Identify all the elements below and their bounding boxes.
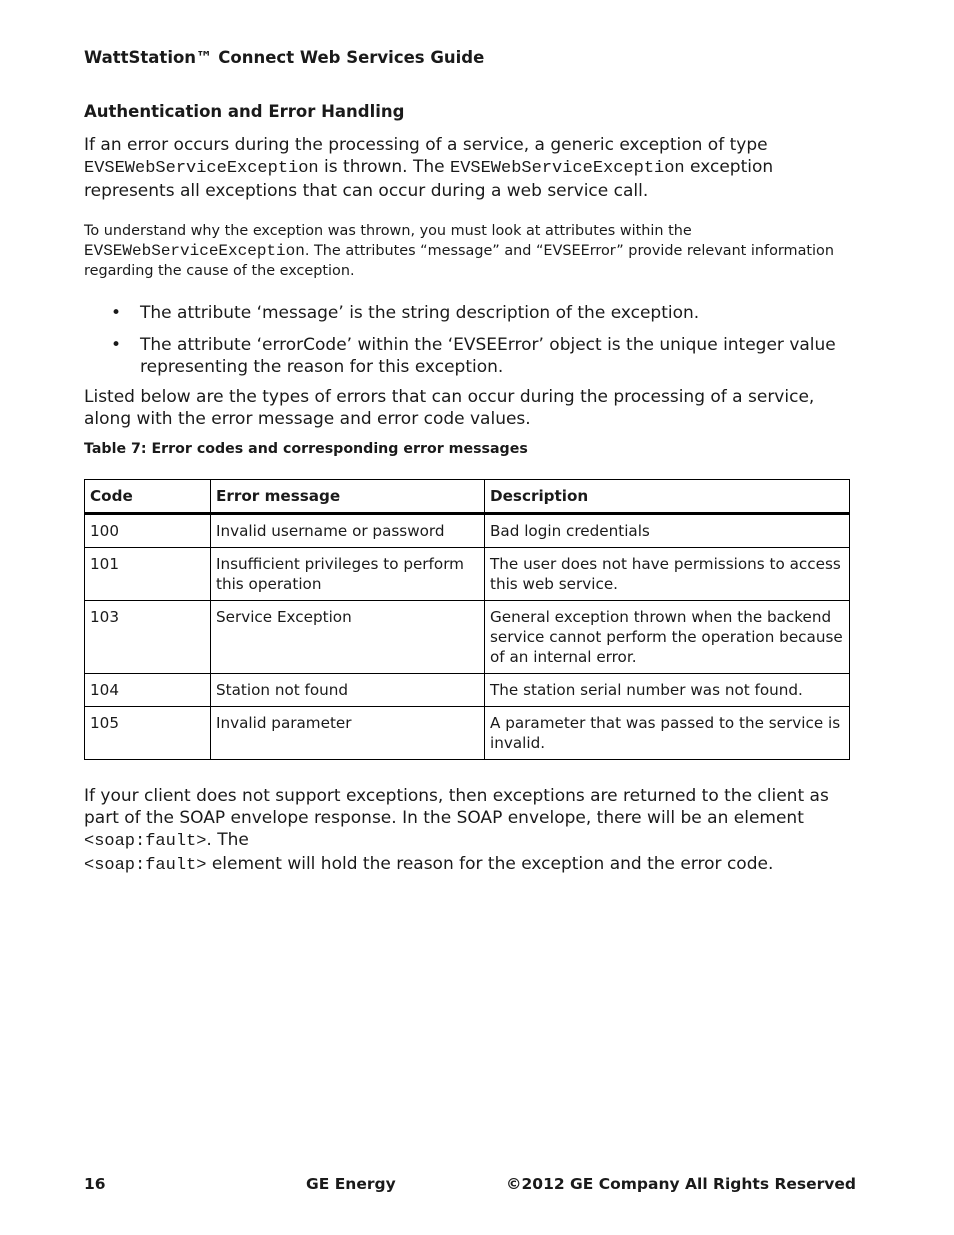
list-item	[84, 302, 844, 324]
document-title: WattStation™ Connect Web Services Guide	[84, 48, 485, 67]
p1-code-2: EVSEWebServiceException	[450, 159, 685, 178]
cell-error-message: Station not found	[211, 674, 485, 707]
p4-text-b: . The	[206, 830, 249, 850]
cell-code: 105	[85, 707, 211, 760]
error-codes-table	[84, 479, 850, 760]
bullet-icon: •	[111, 335, 122, 355]
cell-error-message: Service Exception	[211, 601, 485, 674]
table-row	[85, 674, 850, 707]
page-number: 16	[84, 1175, 106, 1193]
cell-code: 104	[85, 674, 211, 707]
column-header-code: Code	[85, 480, 211, 514]
paragraph-exception-intro	[84, 134, 854, 202]
p1-text-b: is thrown. The	[318, 157, 450, 177]
p4-text-a: If your client does not support exceptions, then exceptions are returned to the client as part of the SOAP envelope response. In the SOAP envelope, there will be an element	[84, 786, 829, 828]
table-row	[85, 548, 850, 601]
table-row	[85, 601, 850, 674]
cell-description: A parameter that was passed to the service is invalid.	[485, 707, 850, 760]
cell-description: General exception thrown when the backend service cannot perform the operation because of an internal error.	[485, 601, 850, 674]
column-header-description: Description	[485, 480, 850, 514]
cell-code: 100	[85, 514, 211, 548]
p2-text-b: . The attributes “message” and “EVSEError” provide relevant information regarding the cause of the exception.	[84, 243, 834, 279]
paragraph-exception-attributes	[84, 221, 869, 281]
cell-code: 103	[85, 601, 211, 674]
p4-code-1: <soap:fault>	[84, 832, 207, 851]
list-item	[84, 334, 844, 378]
cell-description: Bad login credentials	[485, 514, 850, 548]
cell-error-message: Insufficient privileges to perform this operation	[211, 548, 485, 601]
cell-description: The station serial number was not found.	[485, 674, 850, 707]
list-item-text: The attribute ‘message’ is the string description of the exception.	[140, 303, 700, 323]
column-header-error-message: Error message	[211, 480, 485, 514]
p2-code: EVSEWebServiceException	[84, 242, 305, 260]
p4-code-2: <soap:fault>	[84, 856, 207, 875]
bullet-icon: •	[111, 303, 122, 323]
p1-text-c: exception represents all exceptions that can occur during a web service call.	[84, 157, 774, 201]
paragraph-soap-fault	[84, 785, 864, 877]
cell-error-message: Invalid parameter	[211, 707, 485, 760]
cell-error-message: Invalid username or password	[211, 514, 485, 548]
p4-text-c: element will hold the reason for the exception and the error code.	[206, 854, 774, 874]
page-footer	[84, 1175, 856, 1197]
attribute-bullet-list	[84, 302, 844, 388]
p1-code-1: EVSEWebServiceException	[84, 159, 319, 178]
table-caption: Table 7: Error codes and corresponding error messages	[84, 441, 528, 457]
cell-code: 101	[85, 548, 211, 601]
cell-description: The user does not have permissions to access this web service.	[485, 548, 850, 601]
list-item-text: The attribute ‘errorCode’ within the ‘EVSEError’ object is the unique integer value representing the reason for this exception.	[140, 335, 836, 377]
p1-text-a: If an error occurs during the processing of a service, a generic exception of type	[84, 135, 768, 155]
section-heading: Authentication and Error Handling	[84, 102, 405, 121]
footer-company: GE Energy	[306, 1175, 396, 1193]
table-row	[85, 707, 850, 760]
table-header-row	[85, 480, 850, 514]
paragraph-error-types: Listed below are the types of errors that can occur during the processing of a service, along with the error message and error code values.	[84, 387, 815, 429]
p2-text-a: To understand why the exception was thrown, you must look at attributes within the	[84, 223, 692, 239]
footer-copyright: ©2012 GE Company All Rights Reserved	[506, 1175, 856, 1193]
table-row	[85, 514, 850, 548]
